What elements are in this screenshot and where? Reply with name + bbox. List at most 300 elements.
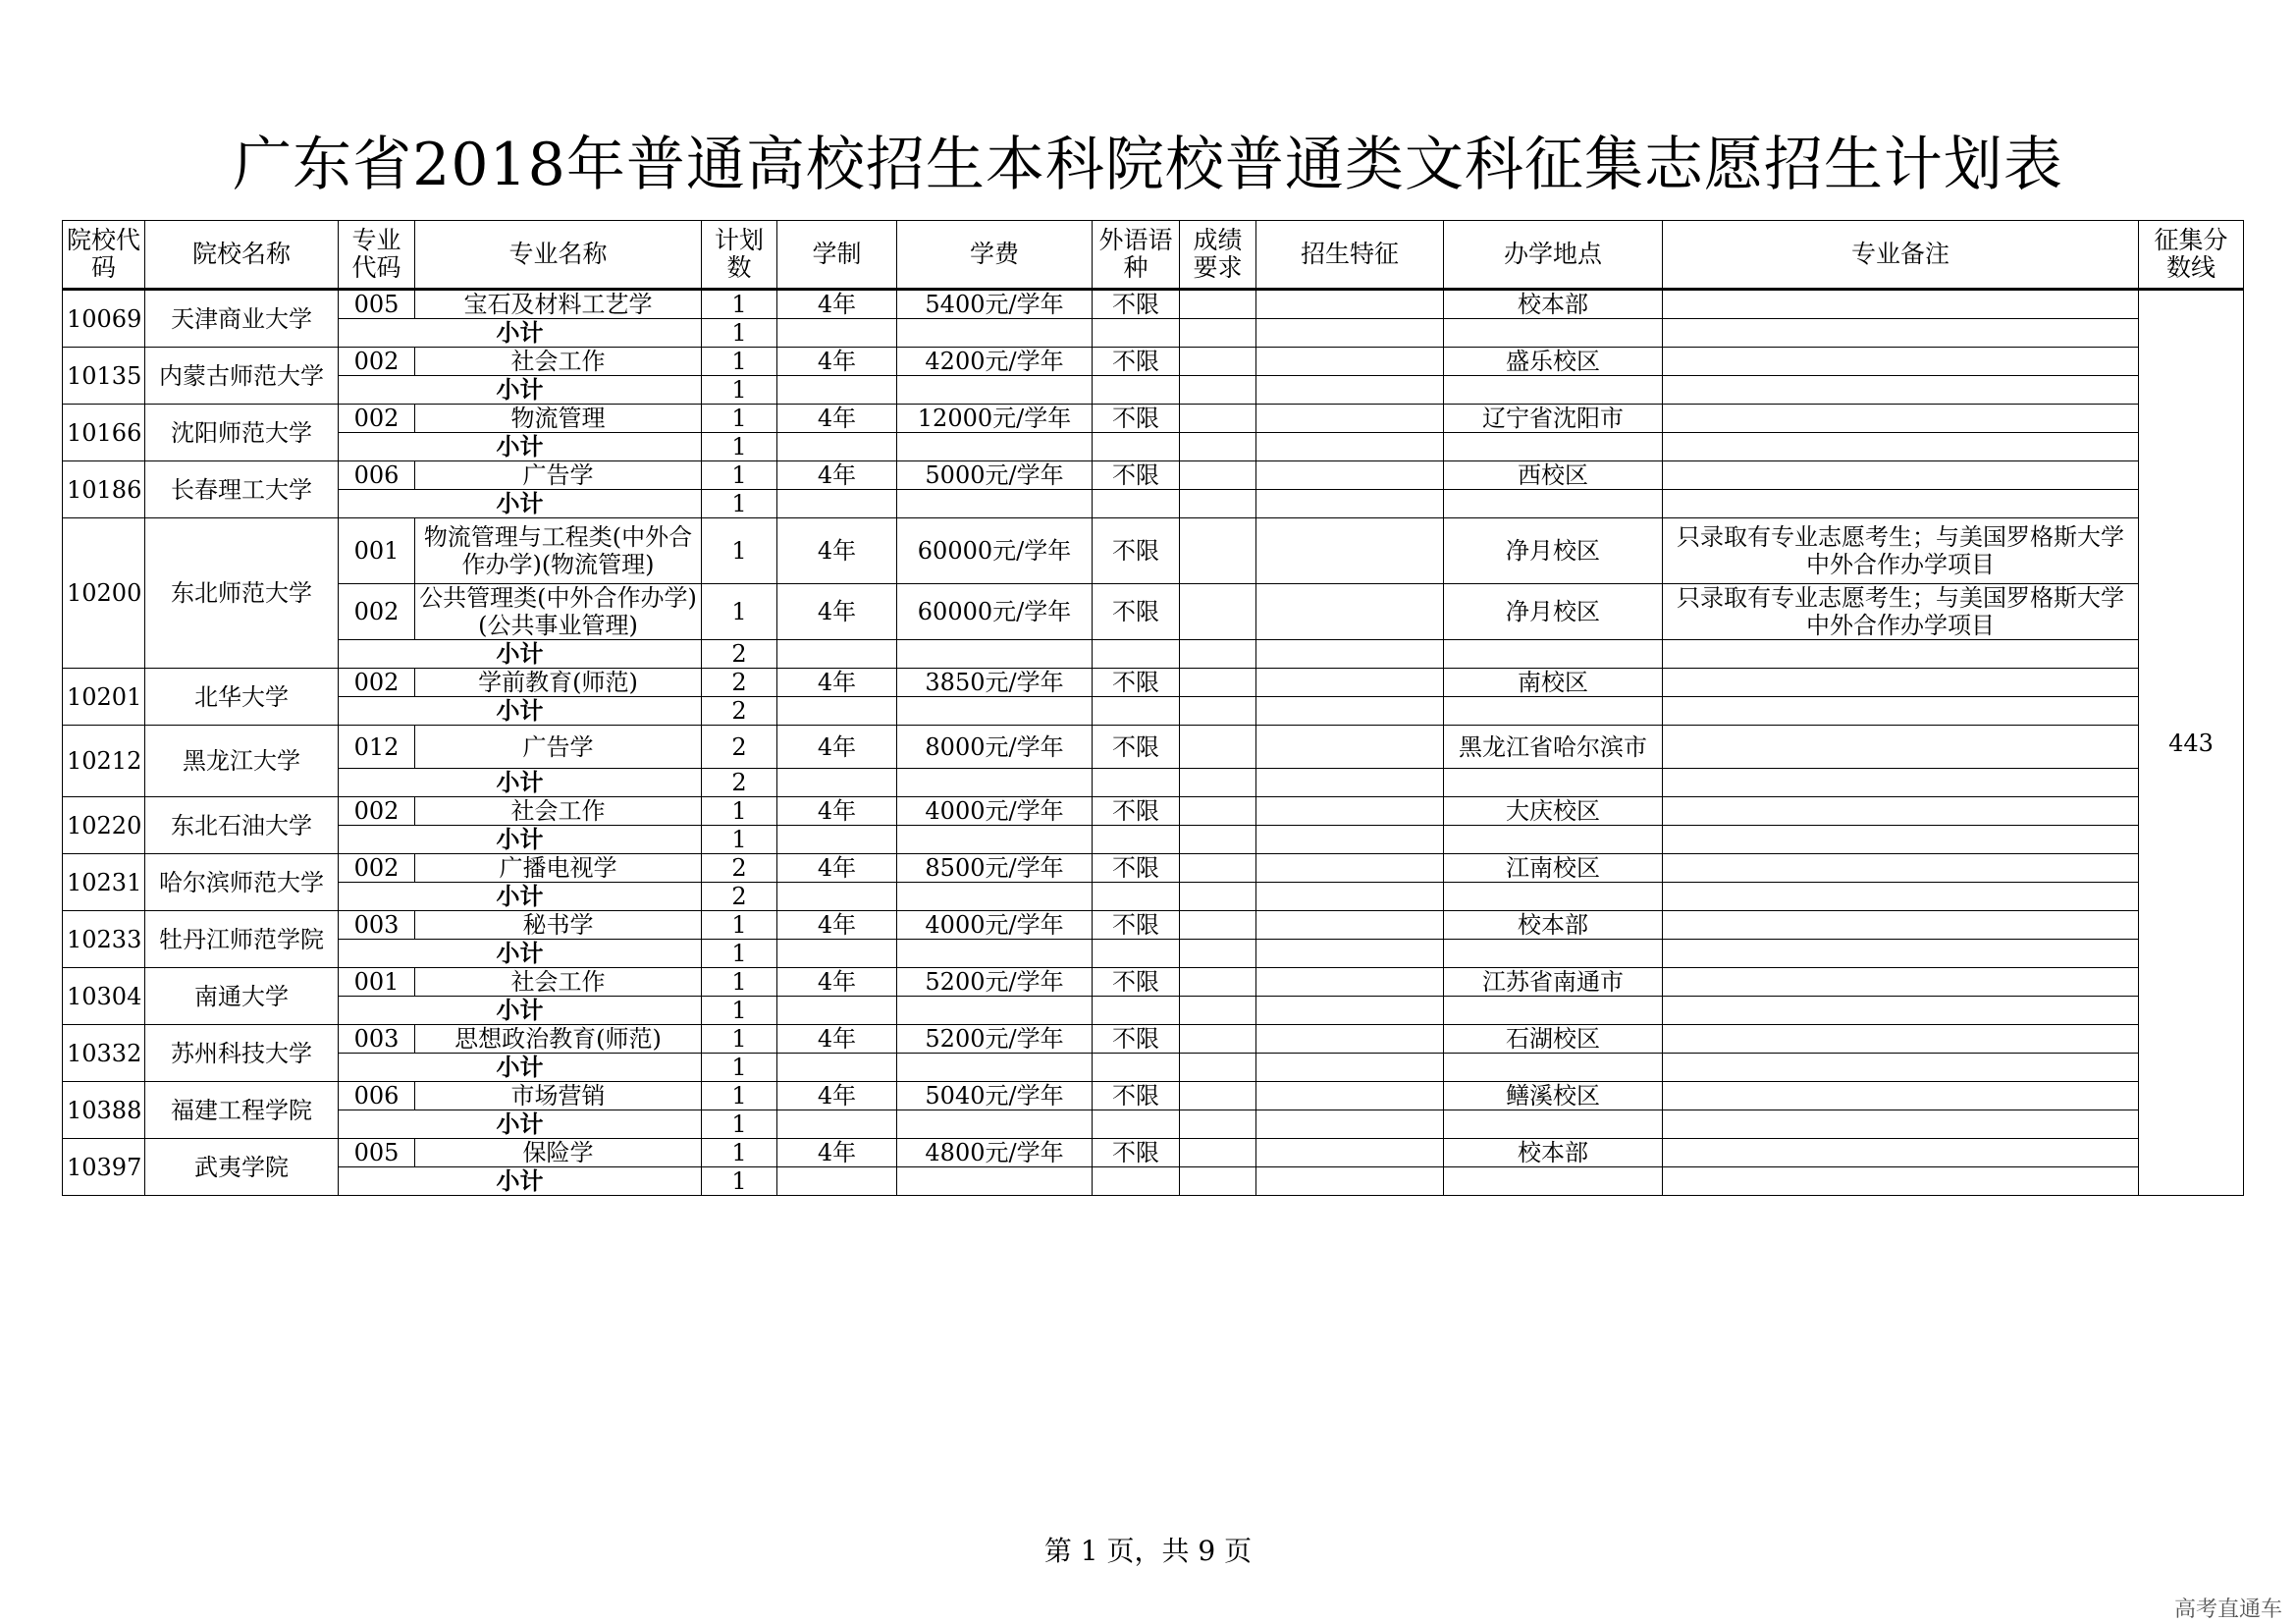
subtotal-value: 1: [702, 1054, 777, 1082]
subtotal-label: 小计: [339, 997, 702, 1025]
school-code-cell: 10304: [63, 968, 145, 1025]
subtotal-row: [63, 319, 2244, 348]
tuition-cell: 8500元/学年: [897, 854, 1093, 883]
language-cell: 不限: [1093, 854, 1180, 883]
score-requirement-cell: [1180, 854, 1256, 883]
subtotal-value: 1: [702, 319, 777, 348]
empty-cell: [897, 376, 1093, 405]
tuition-cell: 60000元/学年: [897, 584, 1093, 640]
empty-cell: [1093, 433, 1180, 461]
empty-cell: [897, 940, 1093, 968]
major-code-cell: 003: [339, 1025, 415, 1054]
location-cell: 大庆校区: [1444, 797, 1663, 826]
duration-cell: 4年: [777, 1025, 897, 1054]
location-cell: 辽宁省沈阳市: [1444, 405, 1663, 433]
school-code-cell: 10388: [63, 1082, 145, 1139]
language-cell: 不限: [1093, 348, 1180, 376]
subtotal-label: 小计: [339, 640, 702, 669]
major-code-cell: 006: [339, 461, 415, 490]
subtotal-row: [63, 640, 2244, 669]
empty-cell: [1663, 433, 2139, 461]
empty-cell: [1663, 940, 2139, 968]
empty-cell: [897, 640, 1093, 669]
empty-cell: [1256, 1054, 1444, 1082]
empty-cell: [777, 640, 897, 669]
major-name-cell: 保险学: [415, 1139, 702, 1167]
score-requirement-cell: [1180, 518, 1256, 584]
subtotal-label: 小计: [339, 1110, 702, 1139]
notes-cell: [1663, 854, 2139, 883]
subtotal-row: [63, 490, 2244, 518]
language-cell: 不限: [1093, 518, 1180, 584]
empty-cell: [1663, 1110, 2139, 1139]
major-code-cell: 002: [339, 584, 415, 640]
school-name-cell: 长春理工大学: [145, 461, 339, 518]
table-body: [63, 290, 2244, 1196]
language-cell: 不限: [1093, 1082, 1180, 1110]
empty-cell: [897, 433, 1093, 461]
subtotal-label: 小计: [339, 1167, 702, 1196]
header-score-requirement: 成绩要求: [1180, 221, 1256, 290]
plan-count-cell: 2: [702, 726, 777, 769]
major-name-cell: 公共管理类(中外合作办学)(公共事业管理): [415, 584, 702, 640]
empty-cell: [1093, 1167, 1180, 1196]
empty-cell: [1256, 997, 1444, 1025]
subtotal-label: 小计: [339, 376, 702, 405]
subtotal-row: [63, 697, 2244, 726]
empty-cell: [1180, 1110, 1256, 1139]
empty-cell: [1093, 826, 1180, 854]
duration-cell: 4年: [777, 584, 897, 640]
notes-cell: [1663, 348, 2139, 376]
subtotal-label: 小计: [339, 826, 702, 854]
empty-cell: [897, 1110, 1093, 1139]
duration-cell: 4年: [777, 405, 897, 433]
empty-cell: [1093, 940, 1180, 968]
major-name-cell: 广告学: [415, 726, 702, 769]
tuition-cell: 4200元/学年: [897, 348, 1093, 376]
empty-cell: [1256, 319, 1444, 348]
notes-cell: [1663, 1082, 2139, 1110]
score-requirement-cell: [1180, 911, 1256, 940]
empty-cell: [1093, 319, 1180, 348]
language-cell: 不限: [1093, 405, 1180, 433]
language-cell: 不限: [1093, 911, 1180, 940]
plan-count-cell: 1: [702, 461, 777, 490]
school-code-cell: 10135: [63, 348, 145, 405]
empty-cell: [897, 883, 1093, 911]
school-code-cell: 10186: [63, 461, 145, 518]
empty-cell: [1180, 319, 1256, 348]
major-name-cell: 秘书学: [415, 911, 702, 940]
language-cell: 不限: [1093, 669, 1180, 697]
score-requirement-cell: [1180, 797, 1256, 826]
empty-cell: [897, 769, 1093, 797]
school-name-cell: 内蒙古师范大学: [145, 348, 339, 405]
empty-cell: [1663, 1167, 2139, 1196]
major-name-cell: 物流管理与工程类(中外合作办学)(物流管理): [415, 518, 702, 584]
language-cell: 不限: [1093, 968, 1180, 997]
language-cell: 不限: [1093, 1139, 1180, 1167]
plan-count-cell: 1: [702, 1025, 777, 1054]
empty-cell: [1180, 697, 1256, 726]
language-cell: 不限: [1093, 797, 1180, 826]
location-cell: 西校区: [1444, 461, 1663, 490]
empty-cell: [1180, 640, 1256, 669]
empty-cell: [1444, 640, 1663, 669]
notes-cell: [1663, 669, 2139, 697]
table-row: [63, 1139, 2244, 1167]
notes-cell: 只录取有专业志愿考生；与美国罗格斯大学中外合作办学项目: [1663, 518, 2139, 584]
plan-count-cell: 2: [702, 854, 777, 883]
major-name-cell: 学前教育(师范): [415, 669, 702, 697]
table-row: [63, 854, 2244, 883]
major-name-cell: 思想政治教育(师范): [415, 1025, 702, 1054]
notes-cell: [1663, 968, 2139, 997]
location-cell: 江苏省南通市: [1444, 968, 1663, 997]
empty-cell: [1180, 376, 1256, 405]
school-name-cell: 北华大学: [145, 669, 339, 726]
empty-cell: [777, 940, 897, 968]
empty-cell: [777, 376, 897, 405]
table-row: [63, 911, 2244, 940]
empty-cell: [1663, 1054, 2139, 1082]
table-row: [63, 518, 2244, 584]
location-cell: 石湖校区: [1444, 1025, 1663, 1054]
tuition-cell: 4000元/学年: [897, 797, 1093, 826]
location-cell: 净月校区: [1444, 584, 1663, 640]
major-code-cell: 002: [339, 854, 415, 883]
empty-cell: [897, 997, 1093, 1025]
empty-cell: [1444, 1167, 1663, 1196]
table-row: [63, 405, 2244, 433]
enrollment-feature-cell: [1256, 518, 1444, 584]
empty-cell: [1663, 826, 2139, 854]
school-code-cell: 10201: [63, 669, 145, 726]
location-cell: 江南校区: [1444, 854, 1663, 883]
subtotal-row: [63, 1110, 2244, 1139]
enrollment-feature-cell: [1256, 1025, 1444, 1054]
notes-cell: [1663, 797, 2139, 826]
major-name-cell: 市场营销: [415, 1082, 702, 1110]
empty-cell: [1180, 997, 1256, 1025]
tuition-cell: 5400元/学年: [897, 290, 1093, 319]
empty-cell: [1444, 376, 1663, 405]
empty-cell: [1180, 1054, 1256, 1082]
subtotal-value: 2: [702, 640, 777, 669]
empty-cell: [897, 319, 1093, 348]
empty-cell: [777, 997, 897, 1025]
subtotal-label: 小计: [339, 697, 702, 726]
empty-cell: [1180, 826, 1256, 854]
enrollment-plan-table: [62, 220, 2244, 1196]
header-tuition: 学费: [897, 221, 1093, 290]
duration-cell: 4年: [777, 911, 897, 940]
empty-cell: [1256, 769, 1444, 797]
duration-cell: 4年: [777, 1139, 897, 1167]
subtotal-label: 小计: [339, 319, 702, 348]
empty-cell: [1444, 883, 1663, 911]
header-location: 办学地点: [1444, 221, 1663, 290]
empty-cell: [897, 1054, 1093, 1082]
school-name-cell: 苏州科技大学: [145, 1025, 339, 1082]
enrollment-feature-cell: [1256, 1082, 1444, 1110]
major-code-cell: 012: [339, 726, 415, 769]
subtotal-row: [63, 433, 2244, 461]
school-name-cell: 福建工程学院: [145, 1082, 339, 1139]
plan-count-cell: 2: [702, 669, 777, 697]
tuition-cell: 12000元/学年: [897, 405, 1093, 433]
empty-cell: [1180, 940, 1256, 968]
table-row: [63, 1082, 2244, 1110]
major-code-cell: 001: [339, 518, 415, 584]
tuition-cell: 4000元/学年: [897, 911, 1093, 940]
header-plan-count: 计划数: [702, 221, 777, 290]
plan-count-cell: 1: [702, 1082, 777, 1110]
empty-cell: [1093, 376, 1180, 405]
empty-cell: [897, 826, 1093, 854]
subtotal-row: [63, 940, 2244, 968]
empty-cell: [1663, 883, 2139, 911]
empty-cell: [1256, 376, 1444, 405]
plan-count-cell: 1: [702, 405, 777, 433]
score-requirement-cell: [1180, 290, 1256, 319]
subtotal-value: 2: [702, 769, 777, 797]
language-cell: 不限: [1093, 290, 1180, 319]
notes-cell: 只录取有专业志愿考生；与美国罗格斯大学中外合作办学项目: [1663, 584, 2139, 640]
subtotal-value: 1: [702, 826, 777, 854]
score-requirement-cell: [1180, 968, 1256, 997]
school-code-cell: 10231: [63, 854, 145, 911]
enrollment-feature-cell: [1256, 968, 1444, 997]
subtotal-label: 小计: [339, 490, 702, 518]
subtotal-row: [63, 883, 2244, 911]
notes-cell: [1663, 1139, 2139, 1167]
major-code-cell: 005: [339, 1139, 415, 1167]
cutoff-score-cell: 443: [2139, 290, 2244, 1196]
header-notes: 专业备注: [1663, 221, 2139, 290]
empty-cell: [777, 490, 897, 518]
empty-cell: [1663, 769, 2139, 797]
subtotal-value: 1: [702, 997, 777, 1025]
score-requirement-cell: [1180, 1139, 1256, 1167]
school-name-cell: 哈尔滨师范大学: [145, 854, 339, 911]
major-code-cell: 003: [339, 911, 415, 940]
subtotal-row: [63, 769, 2244, 797]
table-row: [63, 669, 2244, 697]
subtotal-value: 1: [702, 940, 777, 968]
plan-count-cell: 1: [702, 518, 777, 584]
major-name-cell: 广播电视学: [415, 854, 702, 883]
table-row: [63, 1025, 2244, 1054]
subtotal-value: 1: [702, 1167, 777, 1196]
location-cell: 盛乐校区: [1444, 348, 1663, 376]
tuition-cell: 5040元/学年: [897, 1082, 1093, 1110]
empty-cell: [777, 883, 897, 911]
subtotal-value: 1: [702, 376, 777, 405]
empty-cell: [777, 1167, 897, 1196]
empty-cell: [1180, 433, 1256, 461]
empty-cell: [1180, 490, 1256, 518]
subtotal-label: 小计: [339, 769, 702, 797]
enrollment-feature-cell: [1256, 348, 1444, 376]
empty-cell: [1093, 640, 1180, 669]
empty-cell: [1256, 640, 1444, 669]
major-code-cell: 002: [339, 669, 415, 697]
major-code-cell: 002: [339, 797, 415, 826]
enrollment-feature-cell: [1256, 461, 1444, 490]
empty-cell: [1256, 1167, 1444, 1196]
school-code-cell: 10069: [63, 290, 145, 348]
header-major-code: 专业代码: [339, 221, 415, 290]
language-cell: 不限: [1093, 726, 1180, 769]
enrollment-feature-cell: [1256, 911, 1444, 940]
location-cell: 校本部: [1444, 1139, 1663, 1167]
empty-cell: [1093, 490, 1180, 518]
major-name-cell: 广告学: [415, 461, 702, 490]
empty-cell: [1663, 490, 2139, 518]
major-code-cell: 005: [339, 290, 415, 319]
school-name-cell: 东北师范大学: [145, 518, 339, 669]
tuition-cell: 5000元/学年: [897, 461, 1093, 490]
empty-cell: [1663, 376, 2139, 405]
subtotal-value: 1: [702, 490, 777, 518]
empty-cell: [897, 490, 1093, 518]
page-title: 广东省2018年普通高校招生本科院校普通类文科征集志愿招生计划表: [233, 131, 2063, 199]
empty-cell: [1444, 997, 1663, 1025]
empty-cell: [1180, 769, 1256, 797]
location-cell: 校本部: [1444, 290, 1663, 319]
enrollment-feature-cell: [1256, 405, 1444, 433]
table-row: [63, 726, 2244, 769]
empty-cell: [1180, 1167, 1256, 1196]
empty-cell: [777, 1110, 897, 1139]
table-row: [63, 290, 2244, 319]
major-code-cell: 002: [339, 405, 415, 433]
subtotal-row: [63, 1167, 2244, 1196]
plan-count-cell: 1: [702, 584, 777, 640]
empty-cell: [1256, 1110, 1444, 1139]
major-code-cell: 001: [339, 968, 415, 997]
notes-cell: [1663, 405, 2139, 433]
empty-cell: [1093, 997, 1180, 1025]
watermark: 高考直通车: [2173, 1597, 2282, 1622]
duration-cell: 4年: [777, 348, 897, 376]
school-code-cell: 10397: [63, 1139, 145, 1196]
school-name-cell: 沈阳师范大学: [145, 405, 339, 461]
enrollment-feature-cell: [1256, 797, 1444, 826]
empty-cell: [897, 1167, 1093, 1196]
school-name-cell: 南通大学: [145, 968, 339, 1025]
location-cell: 南校区: [1444, 669, 1663, 697]
empty-cell: [1256, 940, 1444, 968]
duration-cell: 4年: [777, 968, 897, 997]
empty-cell: [1444, 697, 1663, 726]
notes-cell: [1663, 911, 2139, 940]
empty-cell: [777, 769, 897, 797]
plan-count-cell: 1: [702, 1139, 777, 1167]
subtotal-label: 小计: [339, 883, 702, 911]
duration-cell: 4年: [777, 1082, 897, 1110]
school-name-cell: 武夷学院: [145, 1139, 339, 1196]
subtotal-value: 2: [702, 883, 777, 911]
tuition-cell: 60000元/学年: [897, 518, 1093, 584]
plan-count-cell: 1: [702, 797, 777, 826]
subtotal-label: 小计: [339, 1054, 702, 1082]
score-requirement-cell: [1180, 669, 1256, 697]
table-header: [63, 221, 2244, 290]
location-cell: 净月校区: [1444, 518, 1663, 584]
empty-cell: [777, 826, 897, 854]
school-code-cell: 10212: [63, 726, 145, 797]
empty-cell: [1444, 319, 1663, 348]
duration-cell: 4年: [777, 290, 897, 319]
empty-cell: [1444, 1054, 1663, 1082]
table-row: [63, 348, 2244, 376]
enrollment-feature-cell: [1256, 854, 1444, 883]
header-major-name: 专业名称: [415, 221, 702, 290]
duration-cell: 4年: [777, 518, 897, 584]
school-name-cell: 天津商业大学: [145, 290, 339, 348]
language-cell: 不限: [1093, 1025, 1180, 1054]
language-cell: 不限: [1093, 461, 1180, 490]
score-requirement-cell: [1180, 348, 1256, 376]
empty-cell: [1256, 826, 1444, 854]
header-duration: 学制: [777, 221, 897, 290]
subtotal-label: 小计: [339, 940, 702, 968]
location-cell: 校本部: [1444, 911, 1663, 940]
tuition-cell: 8000元/学年: [897, 726, 1093, 769]
plan-count-cell: 1: [702, 290, 777, 319]
score-requirement-cell: [1180, 461, 1256, 490]
enrollment-feature-cell: [1256, 726, 1444, 769]
major-name-cell: 社会工作: [415, 348, 702, 376]
notes-cell: [1663, 726, 2139, 769]
subtotal-label: 小计: [339, 433, 702, 461]
plan-count-cell: 1: [702, 348, 777, 376]
empty-cell: [1444, 1110, 1663, 1139]
empty-cell: [1180, 883, 1256, 911]
subtotal-row: [63, 1054, 2244, 1082]
major-name-cell: 宝石及材料工艺学: [415, 290, 702, 319]
header-cutoff-score: 征集分数线: [2139, 221, 2244, 290]
empty-cell: [777, 1054, 897, 1082]
major-name-cell: 社会工作: [415, 968, 702, 997]
empty-cell: [777, 319, 897, 348]
tuition-cell: 3850元/学年: [897, 669, 1093, 697]
empty-cell: [1444, 490, 1663, 518]
score-requirement-cell: [1180, 584, 1256, 640]
plan-count-cell: 1: [702, 968, 777, 997]
subtotal-value: 1: [702, 1110, 777, 1139]
enrollment-feature-cell: [1256, 290, 1444, 319]
empty-cell: [1663, 697, 2139, 726]
empty-cell: [1444, 433, 1663, 461]
empty-cell: [1663, 640, 2139, 669]
empty-cell: [1444, 769, 1663, 797]
header-school-name: 院校名称: [145, 221, 339, 290]
score-requirement-cell: [1180, 1025, 1256, 1054]
score-requirement-cell: [1180, 726, 1256, 769]
location-cell: 黑龙江省哈尔滨市: [1444, 726, 1663, 769]
subtotal-row: [63, 997, 2244, 1025]
table-row: [63, 968, 2244, 997]
plan-count-cell: 1: [702, 911, 777, 940]
tuition-cell: 5200元/学年: [897, 968, 1093, 997]
empty-cell: [1256, 697, 1444, 726]
empty-cell: [777, 697, 897, 726]
duration-cell: 4年: [777, 854, 897, 883]
